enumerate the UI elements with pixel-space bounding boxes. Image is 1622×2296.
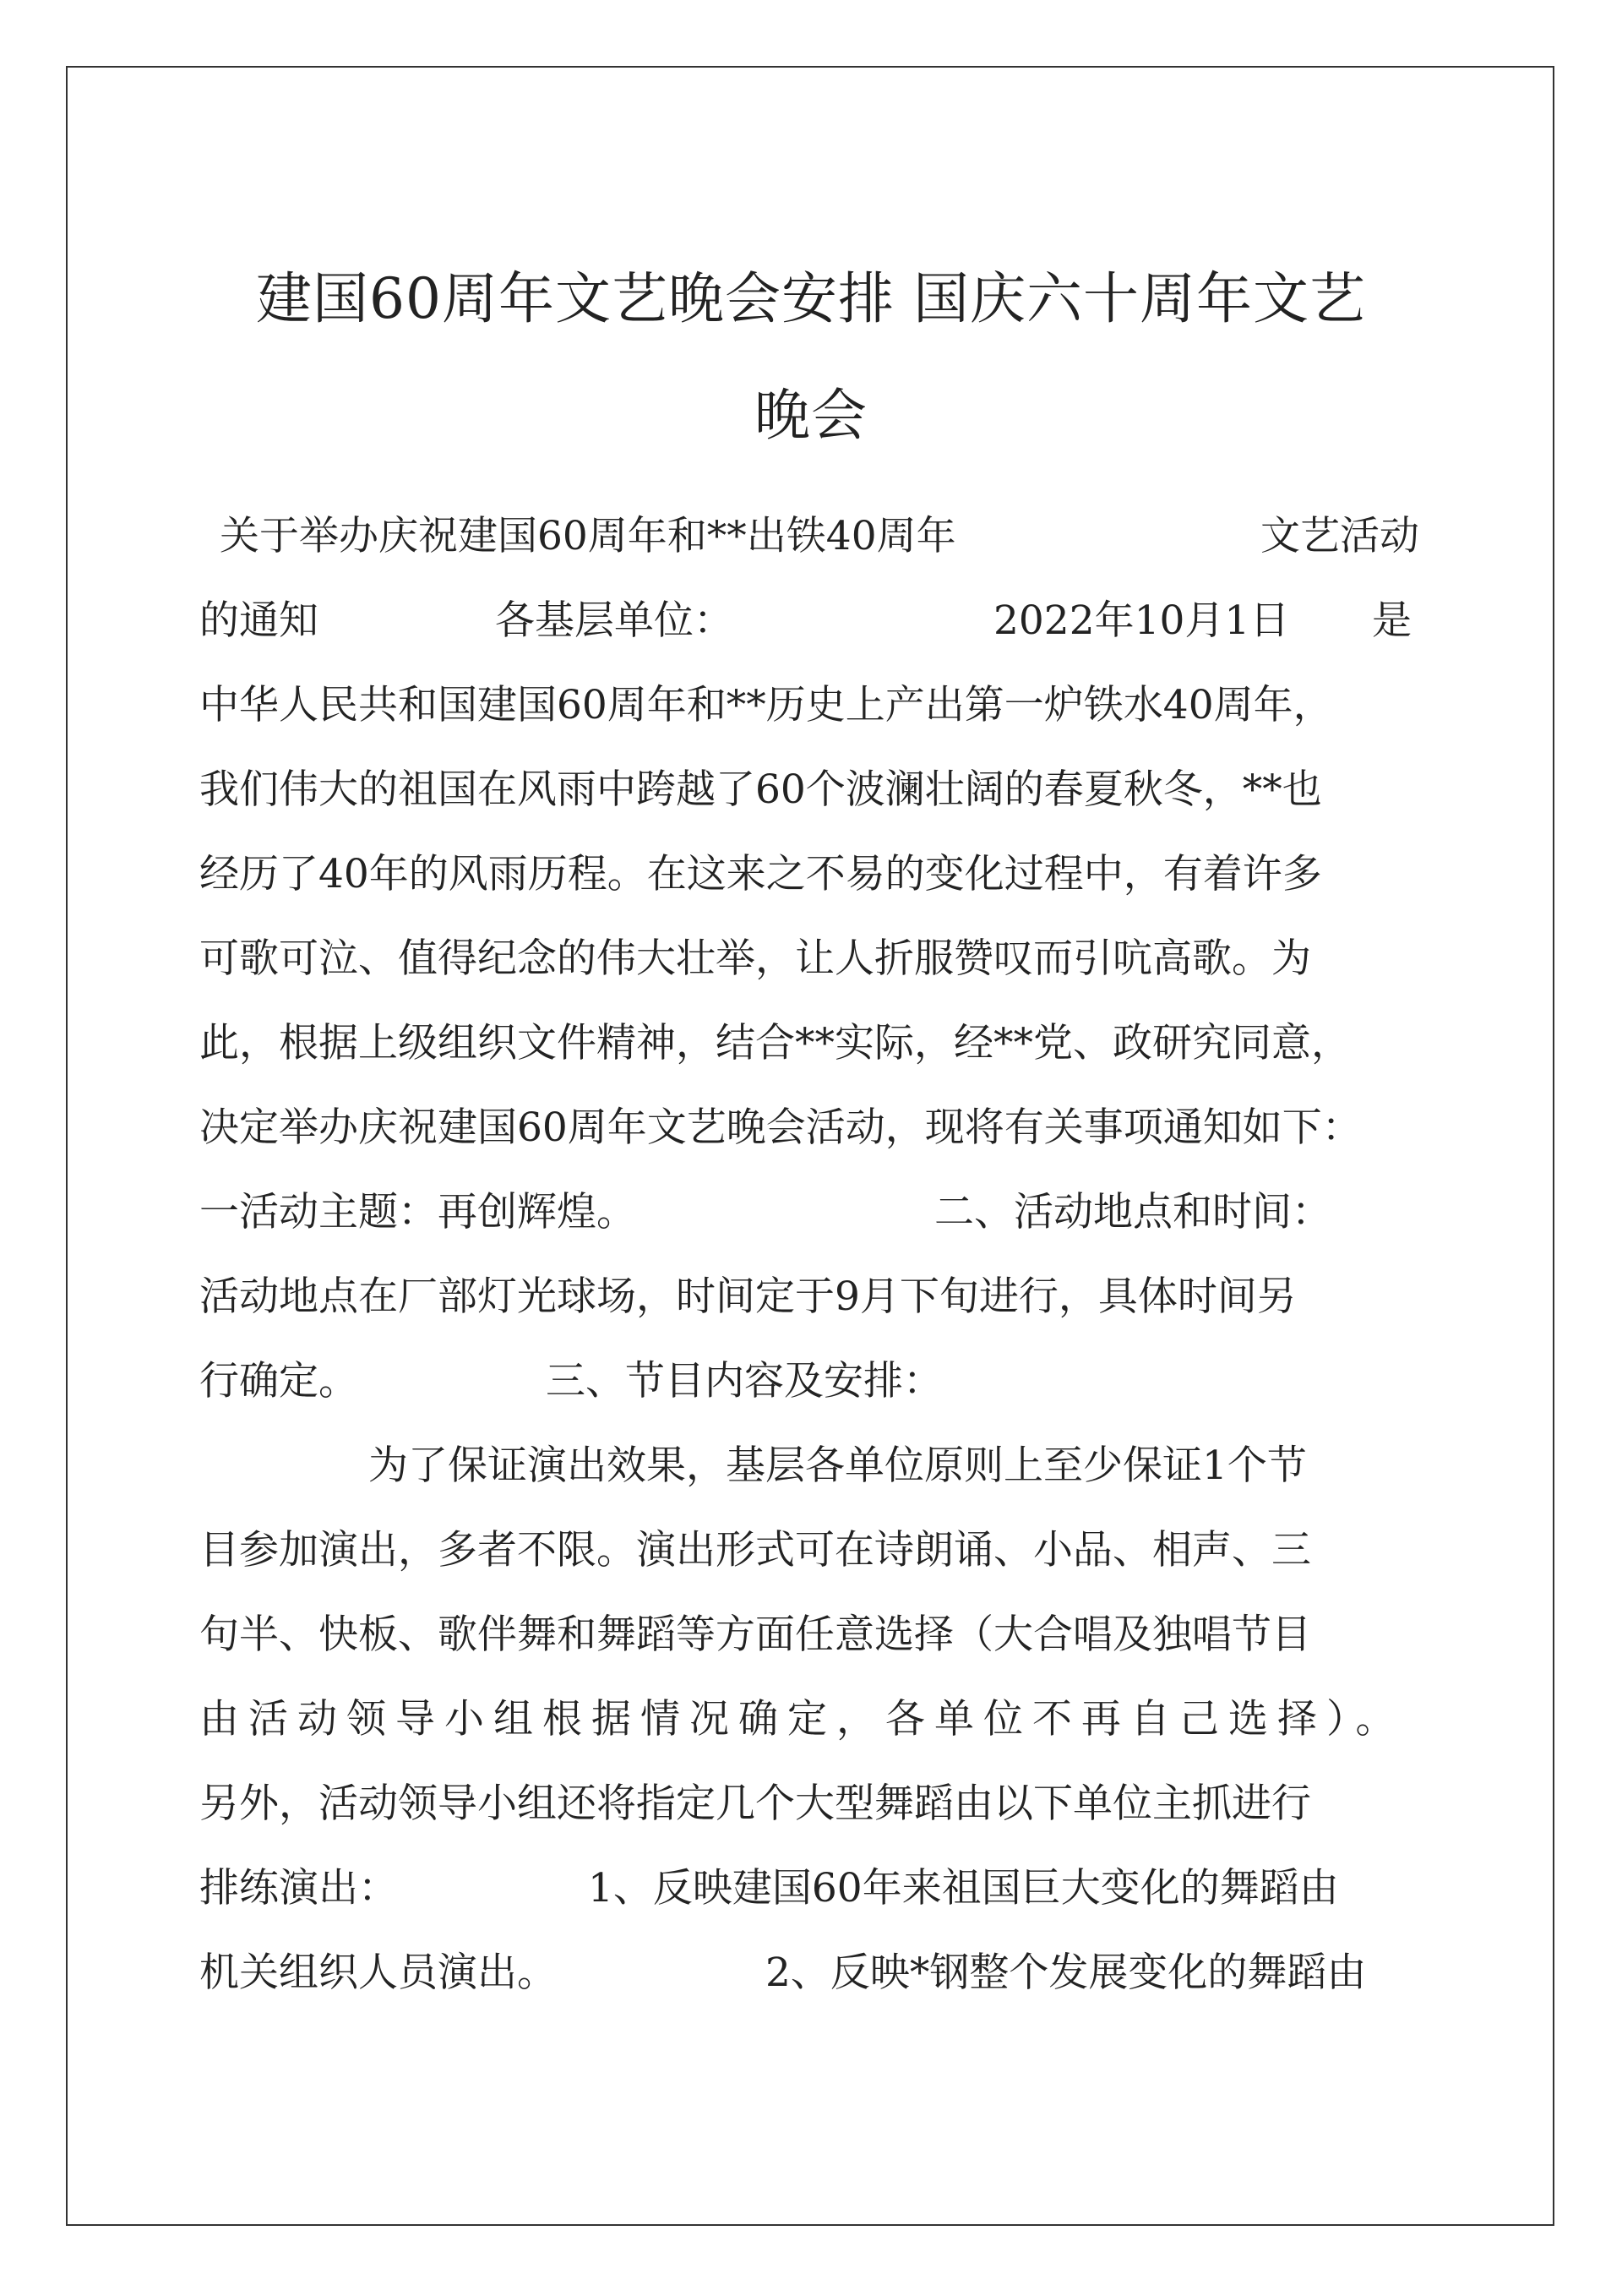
title-line-1: 建国60周年文艺晚会安排 国庆六十周年文艺 (256, 266, 1366, 331)
text-segment: 三、节目内容及安排： (546, 1358, 943, 1404)
document-body (199, 494, 1419, 2015)
body-line-7: 此，根据上级组织文件精神，结合**实际，经**党、政研究同意， (199, 1020, 1351, 1066)
body-line-16: 另外，活动领导小组还将指定几个大型舞蹈由以下单位主抓进行 (199, 1781, 1311, 1827)
text-segment: 1、反映建国60年来祖国巨大变化的舞蹈由 (588, 1865, 1339, 1912)
text-segment: 关于举办庆祝建国60周年和**出铁40周年 (220, 513, 956, 559)
body-line-10: 活动地点在厂部灯光球场，时间定于9月下旬进行，具体时间另 (199, 1273, 1297, 1320)
document-title (135, 241, 1487, 474)
body-line-12: 为了保证演出效果，基层各单位原则上至少保证1个节 (368, 1442, 1307, 1489)
title-line-2: 晚会 (754, 383, 868, 448)
body-line-11 (199, 1339, 1419, 1424)
text-segment: 各基层单位： (495, 597, 733, 644)
body-line-9 (199, 1170, 1419, 1255)
body-line-13: 目参加演出，多者不限。演出形式可在诗朗诵、小品、相声、三 (199, 1527, 1311, 1573)
text-segment: 机关组织人员演出。 (199, 1950, 557, 1996)
body-line-2 (199, 579, 1419, 663)
text-segment: 一活动主题：再创辉煌。 (199, 1189, 636, 1235)
text-segment: 2、反映*钢整个发展变化的舞蹈由 (765, 1950, 1367, 1996)
body-line-6: 可歌可泣、值得纪念的伟大壮举，让人折服赞叹而引吭高歌。为 (199, 935, 1311, 982)
text-segment: 排练演出： (199, 1865, 398, 1912)
date-text: 2022年10月1日 (993, 597, 1290, 644)
text-segment: 是 (1372, 597, 1412, 644)
body-line-4: 我们伟大的祖国在风雨中跨越了60个波澜壮阔的春夏秋冬，**也 (199, 766, 1322, 813)
text-segment: 二、活动地点和时间： (934, 1189, 1331, 1235)
body-line-1 (199, 494, 1419, 579)
text-segment: 行确定。 (199, 1358, 358, 1404)
body-line-15: 由活动领导小组根据情况确定，各单位不再自己选择）。 (199, 1696, 1405, 1742)
body-line-5: 经历了40年的风雨历程。在这来之不易的变化过程中，有着许多 (199, 851, 1322, 897)
body-line-17 (199, 1846, 1419, 1931)
body-line-3: 中华人民共和国建国60周年和**历史上产出第一炉铁水40周年， (199, 682, 1333, 728)
body-line-8: 决定举办庆祝建国60周年文艺晚会活动，现将有关事项通知如下： (199, 1104, 1362, 1151)
text-segment: 文艺活动 (1260, 513, 1419, 559)
body-line-18 (199, 1931, 1419, 2015)
body-line-14: 句半、快板、歌伴舞和舞蹈等方面任意选择（大合唱及独唱节目 (199, 1612, 1311, 1658)
text-segment: 的通知 (199, 597, 318, 644)
